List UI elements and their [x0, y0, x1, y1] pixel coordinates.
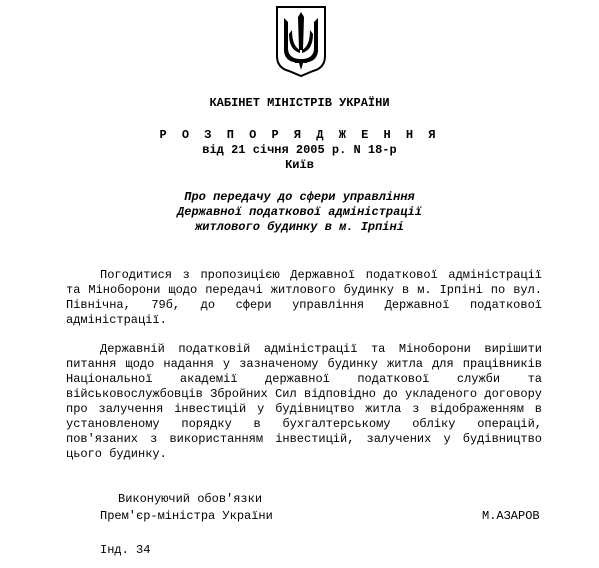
document-title-line-1: Про передачу до сфери управління — [184, 190, 415, 204]
body-paragraph-1: Погодитися з пропозицією Державної податкової адміністрації та Міноборони щодо передачі житлового будинку в м. Ірпіні по вул. Північна, 79б, до сфери управління Державної податкової адміністрації. — [66, 268, 542, 327]
document-title-line-2: Державної податкової адміністрації — [177, 205, 422, 219]
document-type: Р О З П О Р Я Д Ж Е Н Н Я — [159, 128, 440, 142]
document-city: Київ — [285, 158, 314, 172]
signatory-role-line-1: Виконуючий обов'язки — [118, 492, 263, 506]
organization-name: КАБІНЕТ МІНІСТРІВ УКРАЇНИ — [209, 96, 390, 110]
signatory-role-line-2: Прем'єр-міністра України — [100, 509, 273, 523]
body-paragraph-2: Державній податковій адміністрації та Міноборони вирішити питання щодо надання у зазначеному будинку житла для працівників Національної академії державної податкової служби та військовослужбовців Збройних Сил відповідно до укладеного договору про залучення інвестицій у будівництво житла з відображенням в установленому порядку в бухгалтерському обліку операцій, пов'язаних з використанням інвестицій, залучених у будівництво цього будинку. — [66, 342, 542, 461]
document-date-number: від 21 січня 2005 р. N 18-р — [202, 143, 397, 157]
document-title-line-3: житлового будинку в м. Ірпіні — [195, 220, 404, 234]
trident-coat-of-arms-icon — [274, 4, 328, 78]
document-index: Інд. 34 — [100, 543, 151, 557]
signatory-name: М.АЗАРОВ — [482, 509, 540, 523]
